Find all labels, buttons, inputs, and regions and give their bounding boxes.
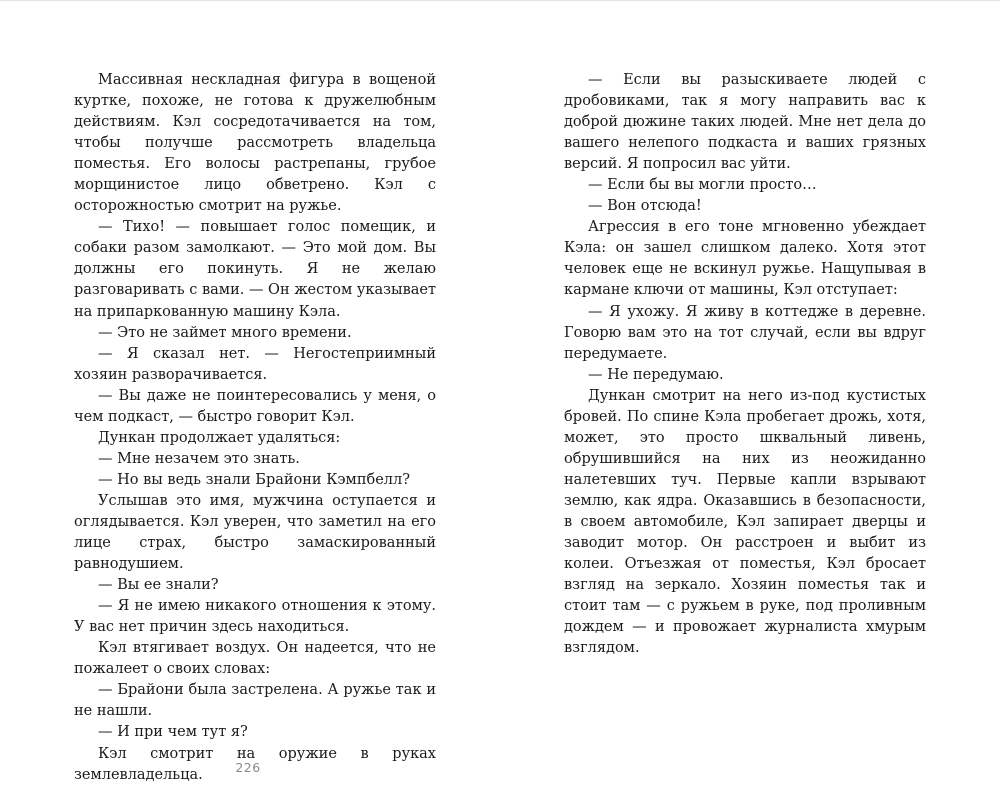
paragraph: — Если бы вы могли просто… (588, 177, 817, 194)
paragraph: — И при чем тут я? (98, 724, 248, 741)
paragraph: — Вы ее знали? (98, 577, 219, 594)
paragraph: — Мне незачем это знать. (98, 450, 300, 467)
paragraph: — Вон отсюда! (588, 198, 702, 215)
paragraph: Кэл втягивает воздух. Он надеется, что не пожалеет о своих словах: (74, 640, 436, 678)
paragraph: Дункан продолжает удаляться: (98, 429, 341, 446)
paragraph: — Вы даже не поинтересовались у меня, о чем подкаст, — быстро говорит Кэл. (74, 387, 436, 425)
paragraph: — Я ухожу. Я живу в коттедже в деревне. Говорю вам это на тот случай, если вы вдруг передумаете. (564, 303, 926, 362)
page-number: 226 (235, 760, 261, 775)
left-page-text (74, 70, 436, 786)
paragraph: — Брайони была застрелена. А ружье так и не нашли. (74, 682, 436, 720)
paragraph: Услышав это имя, мужчина оступается и оглядывается. Кэл уверен, что заметил на его лице страх, быстро замаскированный равнодушием. (74, 492, 436, 573)
paragraph: — Я не имею никакого отношения к этому. У вас нет причин здесь находиться. (74, 598, 436, 636)
paragraph: — Я сказал нет. — Негостеприимный хозяин разворачивается. (74, 345, 436, 383)
paragraph: — Не передумаю. (588, 366, 724, 383)
right-page-text (564, 70, 926, 659)
paragraph: — Если вы разыскиваете людей с дробовиками, так я могу направить вас к доброй дюжине таких людей. Мне нет дела до вашего нелепого подкаста и ваших грязных версий. Я попросил вас уйти. (564, 72, 926, 173)
paragraph: Кэл смотрит на оружие в руках землевладельца. (74, 745, 436, 783)
paragraph: Дункан смотрит на него из-под кустистых бровей. По спине Кэла пробегает дрожь, хотя, может, это просто шквальный ливень, обрушившийся на них из неожиданно налетевших туч. Первые капли взрывают землю, как ядра. Оказавшись в безопасности, в своем автомобиле, Кэл запирает дверцы и заводит мотор. Он расстроен и выбит из колеи. Отъезжая от поместья, Кэл бросает взгляд на зеркало. Хозяин поместья так и стоит там — с ружьем в руке, под проливным дождем — и провожает журналиста хмурым взглядом. (564, 387, 926, 657)
top-border (0, 0, 1000, 1)
paragraph: Массивная нескладная фигура в вощеной куртке, похоже, не готова к дружелюбным действиям. Кэл сосредотачивается на том, чтобы получше рассмотреть владельца поместья. Его волосы растрепаны, грубое морщинистое лицо обветрено. Кэл с осторожностью смотрит на ружье. (74, 72, 436, 215)
paragraph: — Но вы ведь знали Брайони Кэмпбелл? (98, 471, 410, 488)
paragraph: Агрессия в его тоне мгновенно убеждает Кэла: он зашел слишком далеко. Хотя этот человек еще не вскинул ружье. Нащупывая в кармане ключи от машины, Кэл отступает: (564, 219, 926, 299)
paragraph: — Это не займет много времени. (98, 324, 352, 341)
paragraph: — Тихо! — повышает голос помещик, и собаки разом замолкают. — Это мой дом. Вы должны его покинуть. Я не желаю разговаривать с вами. — Он жестом указывает на припаркованную машину Кэла. (74, 219, 436, 320)
